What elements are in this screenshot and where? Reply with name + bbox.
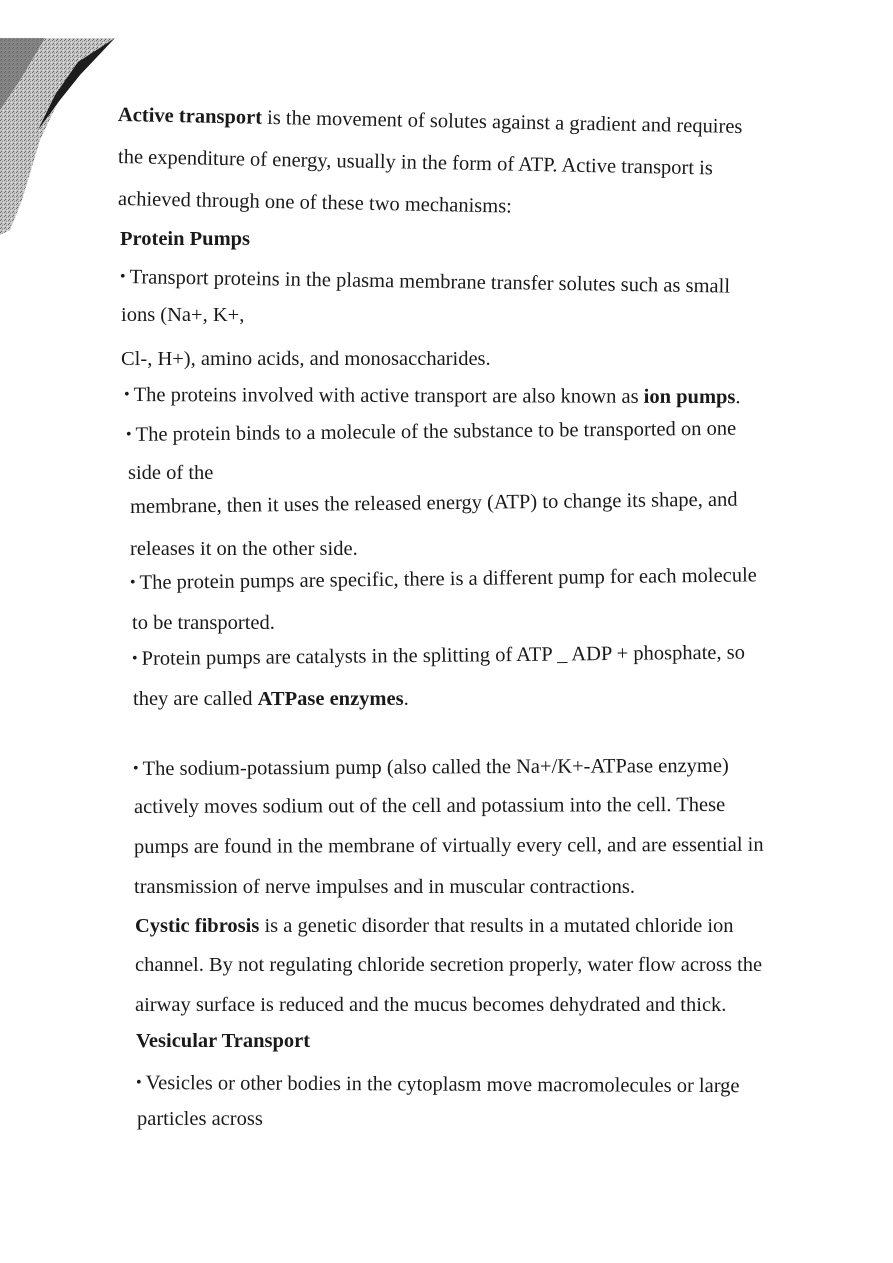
heading-vesicular-transport: Vesicular Transport [136, 1030, 311, 1052]
intro-line-3: achieved through one of these two mechanisms: [117, 188, 513, 218]
bullet-2: • The proteins involved with active transport are also known as ion pumps. [123, 384, 741, 409]
bullet-3-line-4: releases it on the other side. [130, 538, 358, 560]
bullet-3-line-3: membrane, then it uses the released energy (ATP) to change its shape, and [129, 488, 738, 518]
bullet-icon: • [119, 268, 126, 286]
bullet-3-line-2: side of the [128, 462, 214, 484]
bullet-icon: • [132, 759, 139, 777]
vesicular-bullet-line-2: particles across [137, 1108, 263, 1130]
page-corner-shadow [0, 0, 130, 240]
intro-line-1: Active transport is the movement of solutes against a gradient and requires [117, 104, 743, 138]
bullet-icon: • [131, 649, 138, 667]
bullet-icon: • [125, 425, 132, 443]
bullet-6-line-2: actively moves sodium out of the cell and potassium into the cell. These [133, 793, 726, 818]
bullet-3-line-1: • The protein binds to a molecule of the substance to be transported on one [125, 417, 737, 446]
bullet-4-line-1: • The protein pumps are specific, there is a different pump for each molecule [129, 564, 757, 594]
heading-protein-pumps: Protein Pumps [120, 228, 251, 250]
bullet-6-line-3: pumps are found in the membrane of virtually every cell, and are essential in [133, 833, 764, 858]
bullet-1-line-3: Cl-, H+), amino acids, and monosaccharides. [121, 348, 491, 370]
term-cystic-fibrosis: Cystic fibrosis [135, 915, 260, 937]
cystic-line-1: Cystic fibrosis is a genetic disorder that results in a mutated chloride ion [135, 915, 734, 937]
bullet-icon: • [123, 386, 130, 404]
bullet-5-line-2: they are called ATPase enzymes. [133, 688, 409, 710]
bullet-1-line-2: ions (Na+, K+, [121, 304, 245, 326]
bullet-6-line-4: transmission of nerve impulses and in muscular contractions. [134, 876, 636, 898]
term-ion-pumps: ion pumps [643, 385, 736, 409]
term-active-transport: Active transport [117, 104, 263, 129]
term-atpase-enzymes: ATPase enzymes [257, 688, 404, 710]
intro-line-2: the expenditure of energy, usually in the form of ATP. Active transport is [117, 146, 714, 180]
cystic-line-2: channel. By not regulating chloride secretion properly, water flow across the [135, 954, 763, 976]
bullet-1-line-1: • Transport proteins in the plasma membrane transfer solutes such as small [119, 266, 731, 298]
bullet-4-line-2: to be transported. [132, 612, 275, 634]
cystic-line-3: airway surface is reduced and the mucus becomes dehydrated and thick. [135, 994, 727, 1016]
bullet-6-line-1: • The sodium-potassium pump (also called the Na+/K+-ATPase enzyme) [132, 754, 729, 780]
vesicular-bullet-line-1: • Vesicles or other bodies in the cytoplasm move macromolecules or large [135, 1072, 740, 1098]
bullet-5-line-1: • Protein pumps are catalysts in the splitting of ATP _ ADP + phosphate, so [131, 641, 746, 670]
bullet-icon: • [129, 573, 136, 591]
bullet-icon: • [135, 1074, 142, 1092]
